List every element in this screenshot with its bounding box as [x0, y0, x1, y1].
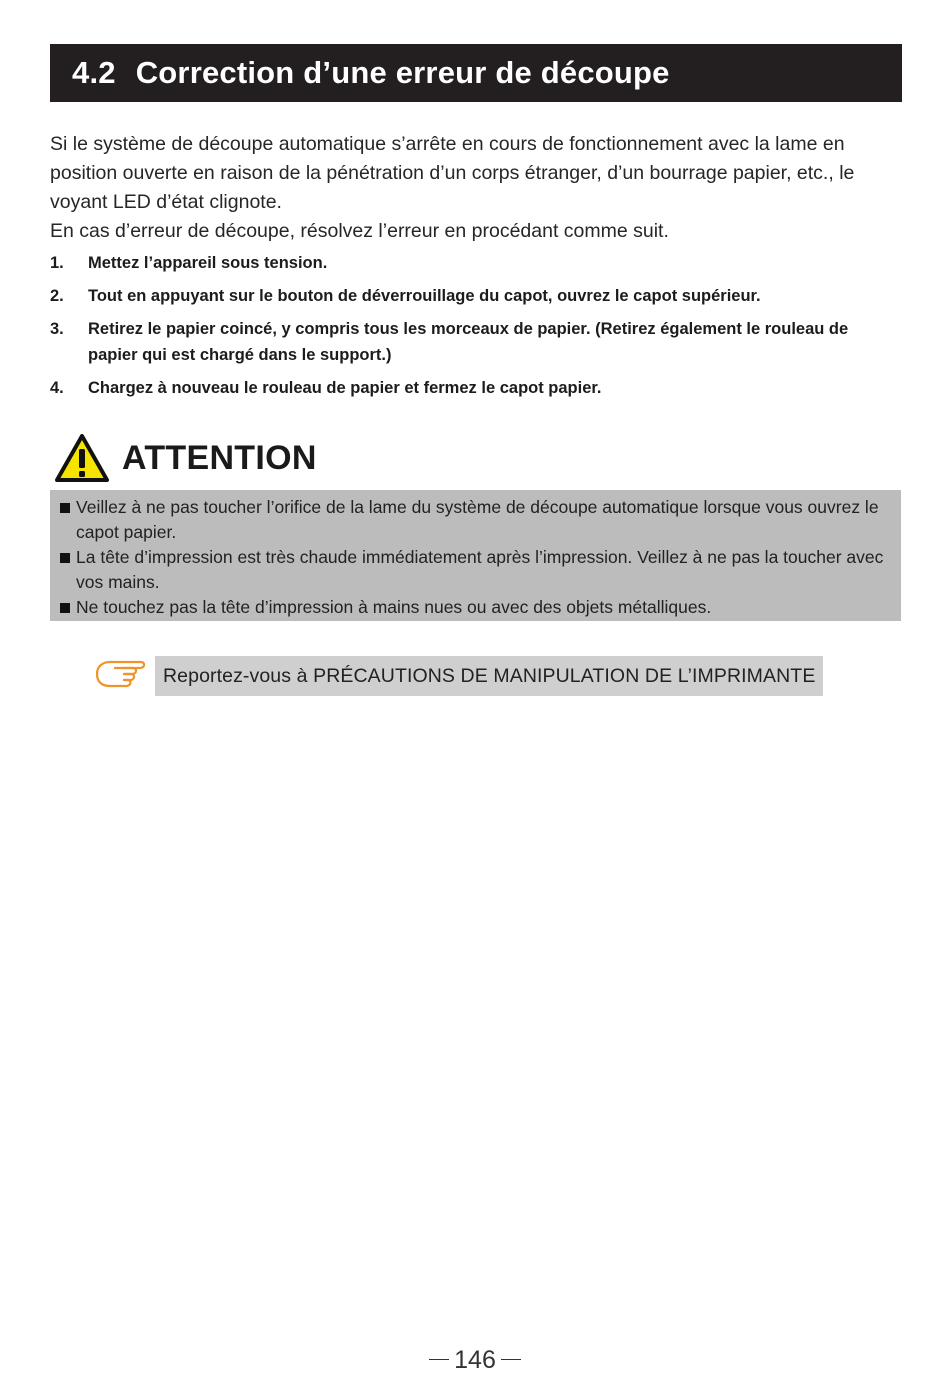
step-item	[50, 316, 900, 368]
square-bullet-icon	[59, 495, 76, 545]
intro-text	[50, 130, 880, 246]
step-number: 2.	[50, 287, 64, 305]
section-title: Correction d’une erreur de découpe	[135, 55, 670, 90]
attention-item	[59, 595, 893, 620]
reference-link[interactable]: Reportez-vous à PRÉCAUTIONS DE MANIPULATION DE L’IMPRIMANTE	[155, 656, 823, 696]
attention-item	[59, 495, 893, 545]
step-text: Retirez le papier coincé, y compris tous les morceaux de papier. (Retirez également le rouleau de papier qui est chargé dans le support.)	[88, 320, 849, 364]
attention-box	[50, 490, 901, 621]
step-item	[50, 375, 900, 401]
section-number: 4.2	[72, 55, 116, 90]
intro-paragraph: En cas d’erreur de découpe, résolvez l’erreur en procédant comme suit.	[50, 220, 669, 242]
step-number: 4.	[50, 379, 64, 397]
step-text: Mettez l’appareil sous tension.	[88, 254, 328, 272]
warning-triangle-icon	[54, 433, 110, 483]
attention-item-text: La tête d’impression est très chaude immédiatement après l’impression. Veillez à ne pas la toucher avec vos mains.	[76, 547, 884, 592]
reference-row	[93, 654, 823, 698]
page-number-dash	[429, 1359, 449, 1360]
pointing-hand-icon	[93, 656, 147, 696]
attention-item	[59, 545, 893, 595]
intro-paragraph: Si le système de découpe automatique s’arrête en cours de fonctionnement avec la lame en position ouverte en raison de la pénétration d’un corps étranger, d’un bourrage papier, etc., le voyant LED d’état clignote.	[50, 133, 855, 213]
attention-item-text: Ne touchez pas la tête d’impression à mains nues ou avec des objets métalliques.	[76, 597, 712, 617]
step-text: Chargez à nouveau le rouleau de papier et fermez le capot papier.	[88, 379, 602, 397]
attention-heading-row	[54, 432, 317, 484]
attention-item-text: Veillez à ne pas toucher l’orifice de la lame du système de découpe automatique lorsque vous ouvrez le capot papier.	[76, 497, 879, 542]
step-item	[50, 283, 900, 309]
square-bullet-icon	[59, 595, 76, 620]
page-number	[0, 1346, 950, 1375]
step-number: 1.	[50, 254, 64, 272]
step-item	[50, 250, 900, 276]
step-text: Tout en appuyant sur le bouton de déverrouillage du capot, ouvrez le capot supérieur.	[88, 287, 761, 305]
step-number: 3.	[50, 320, 64, 338]
page-number-value: 146	[454, 1346, 496, 1374]
attention-heading: ATTENTION	[122, 438, 317, 477]
section-title-bar	[50, 44, 902, 102]
square-bullet-icon	[59, 545, 76, 595]
page-number-dash	[501, 1359, 521, 1360]
steps-list	[50, 250, 900, 408]
